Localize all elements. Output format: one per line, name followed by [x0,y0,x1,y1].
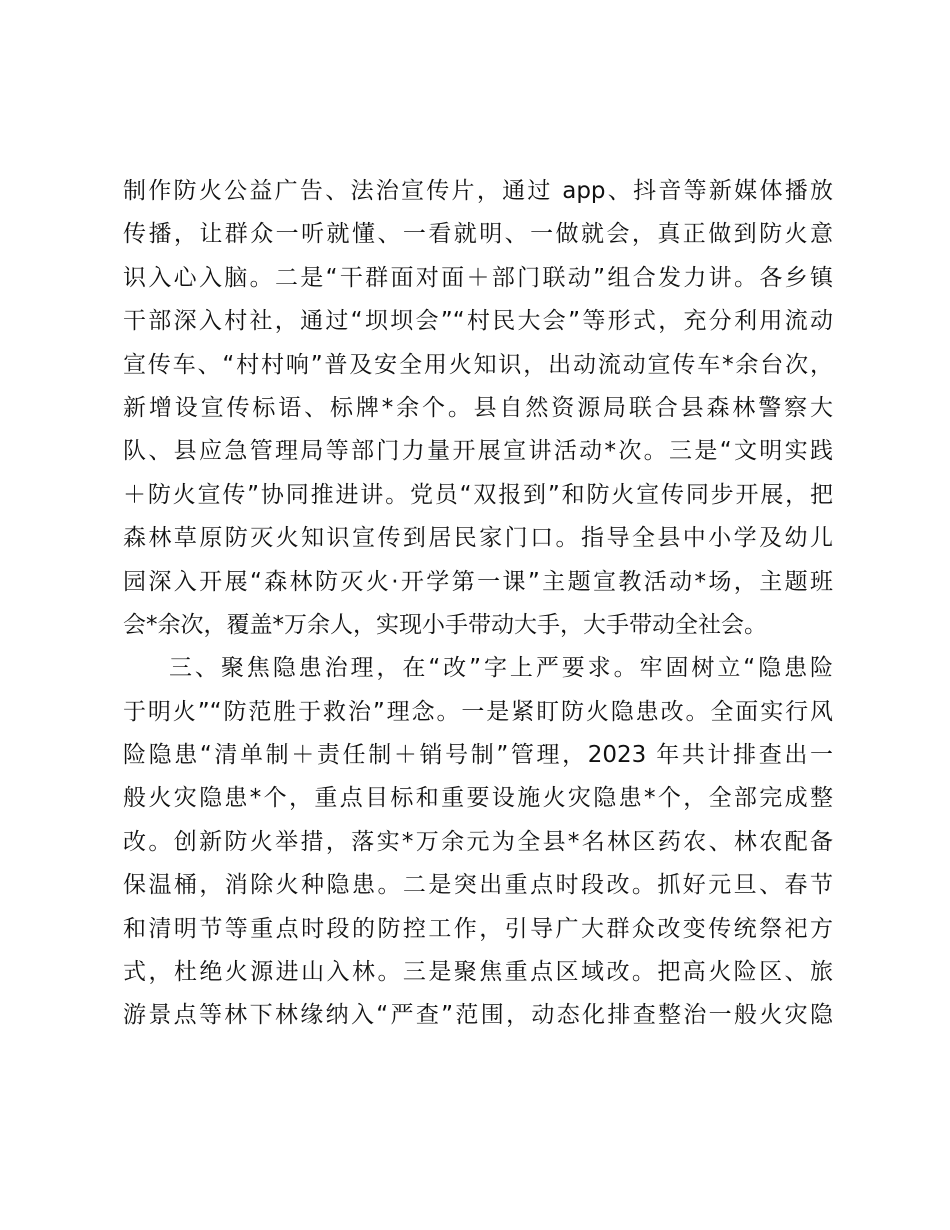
text-line: 制作防火公益广告、法治宣传片，通过 app、抖音等新媒体播放 [123,178,833,204]
text-line: 式，杜绝火源进山入林。三是聚焦重点区域改。把高火险区、旅 [123,959,833,986]
paragraph-end-line: 会*余次，覆盖*万余人，实现小手带动大手，大手带动全社会。 [123,611,767,638]
section-heading-line: 三、聚焦隐患治理，在“改”字上严要求。牢固树立“隐患险 [169,655,833,682]
text-line: 传播，让群众一听就懂、一看就明、一做就会，真正做到防火意 [123,221,833,248]
text-line: 和清明节等重点时段的防控工作，引导广大群众改变传统祭祀方 [123,915,833,942]
text-line: 森林草原防灭火知识宣传到居民家门口。指导全县中小学及幼儿 [123,525,833,552]
text-line: 改。创新防火举措，落实*万余元为全县*名林区药农、林农配备 [123,828,833,855]
text-line: 险隐患“清单制＋责任制＋销号制”管理，2023 年共计排查出一 [123,742,833,769]
text-line: 识入心入脑。二是“干群面对面＋部门联动”组合发力讲。各乡镇 [123,264,833,291]
text-line: 宣传车、“村村响”普及安全用火知识，出动流动宣传车*余台次， [123,351,833,378]
text-line: 游景点等林下林缘纳入“严查”范围，动态化排查整治一般火灾隐 [123,1002,833,1029]
text-line: ＋防火宣传”协同推进讲。党员“双报到”和防火宣传同步开展，把 [123,481,833,508]
text-line: 新增设宣传标语、标牌*余个。县自然资源局联合县森林警察大 [123,394,833,421]
text-line: 干部深入村社，通过“坝坝会”“村民大会”等形式，充分利用流动 [123,308,833,335]
text-line: 园深入开展“森林防灭火·开学第一课”主题宣教活动*场，主题班 [123,568,833,595]
text-line: 队、县应急管理局等部门力量开展宣讲活动*次。三是“文明实践 [123,438,833,465]
text-line: 般火灾隐患*个，重点目标和重要设施火灾隐患*个，全部完成整 [123,785,833,812]
body-text [123,170,833,1038]
text-line: 保温桶，消除火种隐患。二是突出重点时段改。抓好元旦、春节 [123,872,833,899]
text-line: 于明火”“防范胜于救治”理念。一是紧盯防火隐患改。全面实行风 [123,698,833,725]
